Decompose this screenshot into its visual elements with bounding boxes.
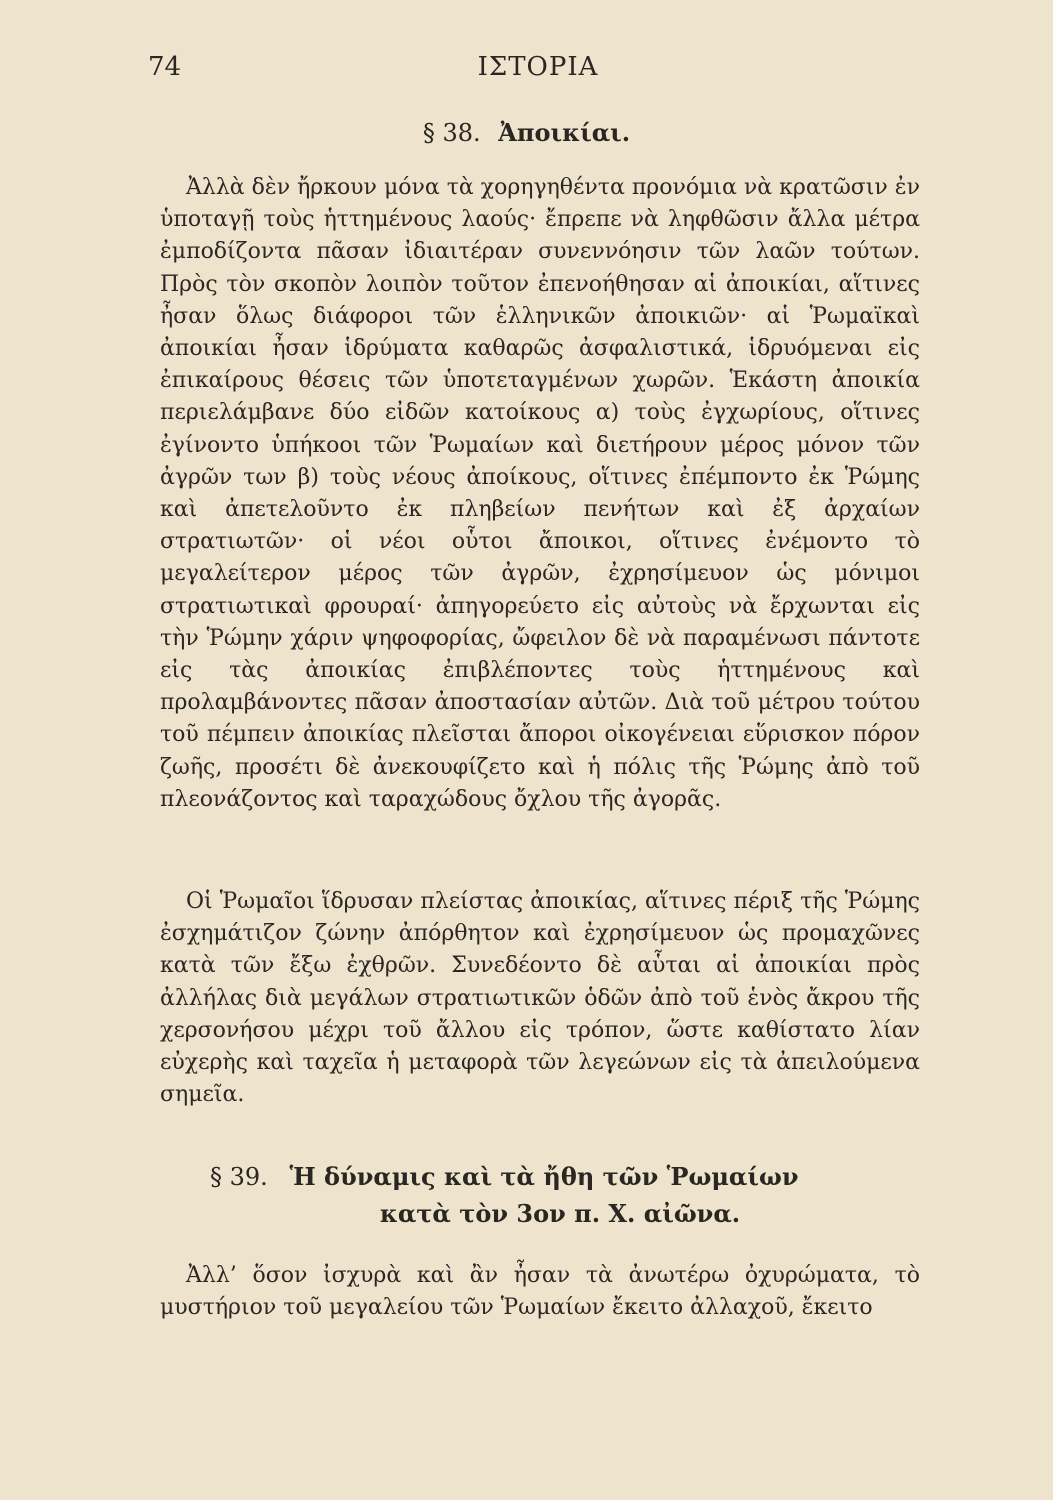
paragraph-2: [160, 886, 920, 1111]
section-38-number: § 38.: [422, 119, 481, 147]
paragraph-3: [160, 1260, 920, 1324]
section-38-heading: [0, 118, 1053, 147]
section-39-line1: [210, 1162, 910, 1191]
paragraph-1: [160, 172, 920, 816]
page-number: 74: [148, 52, 182, 82]
paragraph-1-text: Ἀλλὰ δὲν ἤρκουν μόνα τὰ χορηγηθέντα προνόμια νὰ κρατῶσιν ἐν ὑποταγῇ τοὺς ἡττημένους λαούς· ἔπρεπε νὰ ληφθῶσιν ἄλλα μέτρα ἐμποδίζοντα πᾶσαν ἰδιαιτέραν συνεννόησιν τῶν λαῶν τούτων. Πρὸς τὸν σκοπὸν λοιπὸν τοῦτον ἐπενοήθησαν αἱ ἀποικίαι, αἵτινες ἦσαν ὅλως διάφοροι τῶν ἑλληνικῶν ἀποικιῶν· αἱ Ῥωμαϊκαὶ ἀποικίαι ἦσαν ἱδρύματα καθαρῶς ἀσφαλιστικά, ἱδρυόμεναι εἰς ἐπικαίρους θέσεις τῶν ὑποτεταγμένων χωρῶν. Ἑκάστη ἀποικία περιελάμβανε δύο εἰδῶν κατοίκους α) τοὺς ἐγχωρίους, οἵτινες ἐγίνοντο ὑπήκοοι τῶν Ῥωμαίων καὶ διετήρουν μέρος μόνον τῶν ἀγρῶν των β) τοὺς νέους ἀποίκους, οἵτινες ἐπέμποντο ἐκ Ῥώμης καὶ ἀπετελοῦντο ἐκ πληβείων πενήτων καὶ ἐξ ἀρχαίων στρατιωτῶν· οἱ νέοι οὗτοι ἄποικοι, οἵτινες ἐνέμοντο τὸ μεγαλείτερον μέρος τῶν ἀγρῶν, ἐχρησίμευον ὡς μόνιμοι στρατιωτικαὶ φρουραί· ἀπηγορεύετο εἰς αὐτοὺς νὰ ἔρχωνται εἰς τὴν Ῥώμην χάριν ψηφοφορίας, ὤφειλον δὲ νὰ παραμένωσι πάντοτε εἰς τὰς ἀποικίας ἐπιβλέποντες τοὺς ἡττημένους καὶ προλαμβάνοντες πᾶσαν ἀποστασίαν αὐτῶν. Διὰ τοῦ μέτρου τούτου τοῦ πέμπειν ἀποικίας πλεῖσται ἄποροι οἰκογένειαι εὕρισκον πόρον ζωῆς, προσέτι δὲ ἀνεκουφίζετο καὶ ἡ πόλις τῆς Ῥώμης ἀπὸ τοῦ πλεονάζοντος καὶ ταραχώδους ὄχλου τῆς ἀγορᾶς.: [160, 175, 920, 812]
section-39-title-line1: Ἡ δύναμις καὶ τὰ ἤθη τῶν Ῥωμαίων: [289, 1162, 799, 1191]
section-39-title-line2: κατὰ τὸν 3ον π. Χ. αἰῶνα.: [379, 1199, 741, 1228]
section-39-heading: [210, 1162, 910, 1228]
paragraph-2-text: Οἱ Ῥωμαῖοι ἵδρυσαν πλείστας ἀποικίας, αἵτινες πέριξ τῆς Ῥώμης ἐσχημάτιζον ζώνην ἀπόρθητον καὶ ἐχρησίμευον ὡς προμαχῶνες κατὰ τῶν ἔξω ἐχθρῶν. Συνεδέοντο δὲ αὗται αἱ ἀποικίαι πρὸς ἀλλήλας διὰ μεγάλων στρατιωτικῶν ὁδῶν ἀπὸ τοῦ ἑνὸς ἄκρου τῆς χερσονήσου μέχρι τοῦ ἄλλου εἰς τρόπον, ὥστε καθίστατο λίαν εὐχερὴς καὶ ταχεῖα ἡ μεταφορὰ τῶν λεγεώνων εἰς τὰ ἀπειλούμενα σημεῖα.: [160, 889, 920, 1108]
page-header: [148, 52, 928, 92]
section-38-title: Ἀποικίαι.: [498, 118, 631, 147]
paragraph-3-text: Ἀλλ’ ὅσον ἰσχυρὰ καὶ ἂν ἦσαν τὰ ἀνωτέρω ὀχυρώματα, τὸ μυστήριον τοῦ μεγαλείου τῶν Ῥωμαίων ἔκειτο ἀλλαχοῦ, ἔκειτο: [160, 1263, 920, 1321]
section-39-number: § 39.: [210, 1163, 268, 1191]
running-title: ΙΣΤΟΡΙΑ: [477, 52, 599, 82]
